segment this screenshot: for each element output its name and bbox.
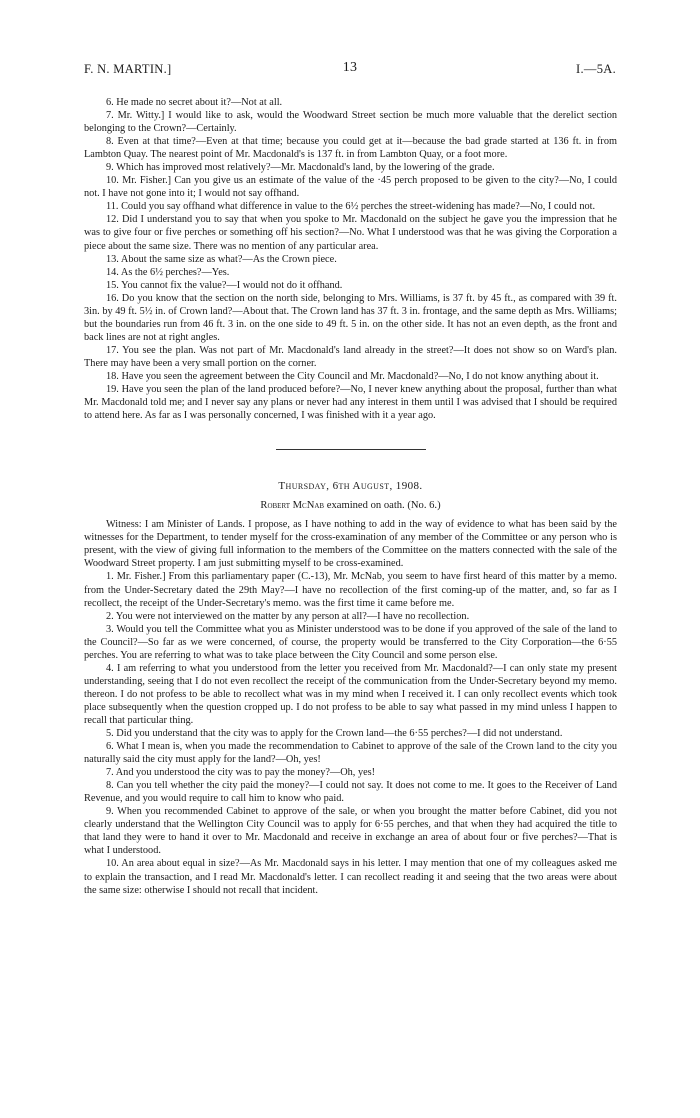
paragraph: 4. I am referring to what you understood from the letter you received from Mr. Macdonald?—I can only state my present understanding, seeing that I do not even recollect the receipt of the communication from the Under-Secretary beyond my memo. thereon. I do not profess to be able to recollect what was in my mind when I received it. I can only recollect events which took place subsequently when the question cropped up. I do not profess to be able to say what passed in my mind unless I happen to recall that particular thing. <box>84 662 617 726</box>
paragraph: 18. Have you seen the agreement between the City Council and Mr. Macdonald?—No, I do not know anything about it. <box>106 370 599 382</box>
paragraph: 8. Can you tell whether the city paid the money?—I could not say. It does not come to me. It goes to the Receiver of Land Revenue, and you would require to call him to know who paid. <box>84 780 617 805</box>
paragraph: 13. About the same size as what?—As the Crown piece. <box>106 253 337 265</box>
paragraph: 1. Mr. Fisher.] From this parliamentary paper (C.-13), Mr. McNab, you seem to have first heard of this matter by a memo. from the Under-Secretary dated the 29th May?—I have no recollection of the first coming-up of the matter, and, so far as I recollect, the receipt of the Under-Secretary's memo. was the first time it came before me. <box>84 571 617 609</box>
paragraph: 10. Mr. Fisher.] Can you give us an estimate of the value of the ·45 perch proposed to be given to the city?—No, I could not. I have not gone into it; I would not say offhand. <box>84 175 617 200</box>
document-reference: I.—5A. <box>576 62 616 76</box>
paragraph: Witness: I am Minister of Lands. I propose, as I have nothing to add in the way of evidence to what has been said by the witnesses for the Department, to tender myself for the cross-examination of any member of the Committee or any person who is present, with the view of giving full information to the members of the Committee on the matters connected with the sale of the Woodward Street property. I am just submitting myself to be cross-examined. <box>84 519 617 570</box>
paragraph: 15. You cannot fix the value?—I would not do it offhand. <box>106 279 343 291</box>
document-body <box>84 96 617 897</box>
section-divider <box>276 449 426 450</box>
paragraph: 17. You see the plan. Was not part of Mr. Macdonald's land already in the street?—It does not show so on Ward's plan. There may have been a very small portion on the corner. <box>84 344 617 369</box>
paragraph: 2. You were not interviewed on the matter by any person at all?—I have no recollection. <box>106 610 470 622</box>
paragraph: 3. Would you tell the Committee what you as Minister understood was to be done if you approved of the sale of the land to the Council?—So far as we were concerned, of course, the property would be transferred to the City Corporation—the 6·55 perches. You are referring to what was to take place between the City Council and some person else. <box>84 623 617 661</box>
paragraph: 7. And you understood the city was to pay the money?—Oh, yes! <box>106 767 376 779</box>
page-number: 13 <box>342 60 358 75</box>
paragraph: 9. When you recommended Cabinet to approve of the sale, or when you brought the matter before Cabinet, did you not clearly understand that the Wellington City Council was to apply for 6·55 perches, and that when they had acquired the title to that land they were to hand it over to Mr. Macdonald and receive in exchange an area of about four or five perches?—That is what I understood. <box>84 806 617 857</box>
witness-heading <box>84 499 617 512</box>
date-heading: Thursday, 6th August, 1908. <box>278 480 423 493</box>
witness-heading-text: examined on oath. (No. 6.) <box>326 500 441 512</box>
header-witness-name: F. N. MARTIN.] <box>84 62 172 76</box>
paragraph: 19. Have you seen the plan of the land produced before?—No, I never knew anything about the proposal, further than what Mr. Macdonald told me; and I never say any plans or never had any interest in them until I was advised that I should be required to attend here. As far as I was personally concerned, I was finished with it a year ago. <box>84 384 617 422</box>
paragraph: 16. Do you know that the section on the north side, belonging to Mrs. Williams, is 37 ft. by 45 ft., as compared with 39 ft. 3in. by 49 ft. 5½ in. of Crown land?—About that. The Crown land has 37 ft. 3 in. frontage, and the same depth as Mrs. Williams; but the boundaries run from 46 ft. 3 in. on the one side to 49 ft. 5 in. on the other side. It has not an even depth, as the front and back lines are not at right angles. <box>84 292 617 343</box>
paragraph: 10. An area about equal in size?—As Mr. Macdonald says in his letter. I may mention that one of my colleagues asked me to explain the transaction, and I read Mr. Macdonald's letter. I can recollect reading it and seeing that the two areas were about the same size: otherwise I should not recall that incident. <box>84 858 617 896</box>
paragraph: 9. Which has improved most relatively?—Mr. Macdonald's land, by the lowering of the grade. <box>106 162 495 174</box>
paragraph: 7. Mr. Witty.] I would like to ask, would the Woodward Street section be much more valuable that the derelict section belonging to the Crown?—Certainly. <box>84 110 617 135</box>
paragraph: 12. Did I understand you to say that when you spoke to Mr. Macdonald on the subject he gave you the impression that he was to give four or five perches or something off his section?—No. What I understood was that he was giving the Corporation a piece about the same size. There was no mention of any particular area. <box>84 214 617 252</box>
paragraph: 11. Could you say offhand what difference in value to the 6½ perches the street-widening has made?—No, I could not. <box>106 201 596 213</box>
paragraph: 8. Even at that time?—Even at that time; because you could get at it—because the bad grade started at 136 ft. in from Lambton Quay. The nearest point of Mr. Macdonald's is 137 ft. in from Lambton Quay, or a foot more. <box>84 136 617 161</box>
witness-name: Robert McNab <box>260 500 325 512</box>
paragraph: 6. He made no secret about it?—Not at all. <box>106 97 283 108</box>
paragraph: 5. Did you understand that the city was to apply for the Crown land—the 6·55 perches?—I did not understand. <box>106 728 563 740</box>
page-header <box>84 62 616 82</box>
paragraph: 6. What I mean is, when you made the recommendation to Cabinet to approve of the sale of the Crown land to the city you naturally said the city must apply for the land?—Oh, yes! <box>84 741 617 766</box>
paragraph: 14. As the 6½ perches?—Yes. <box>106 266 230 278</box>
